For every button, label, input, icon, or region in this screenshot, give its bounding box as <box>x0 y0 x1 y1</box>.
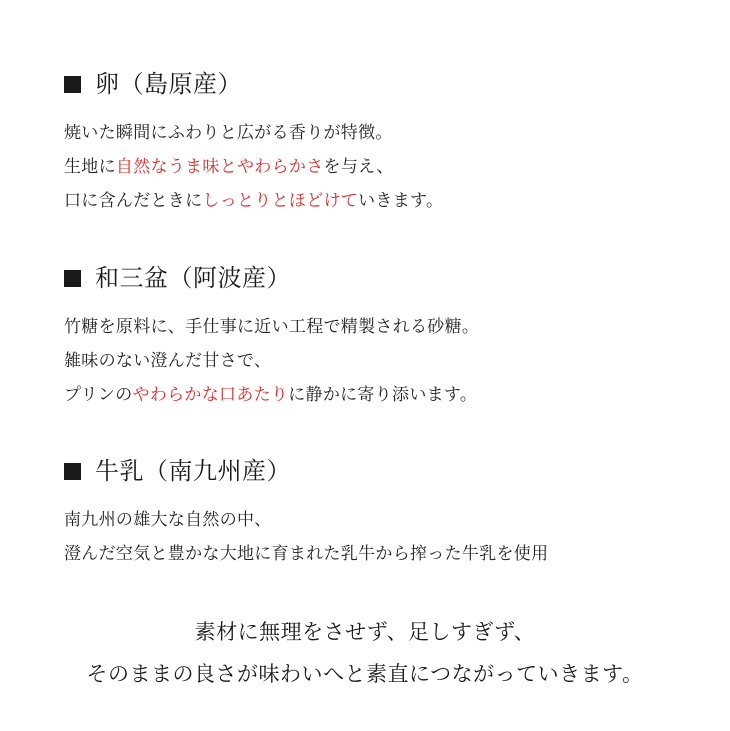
square-bullet-icon <box>64 463 81 480</box>
body-text: 生地に <box>64 157 116 177</box>
body-text: 雑味のない澄んだ甘さで、 <box>64 351 272 371</box>
section-heading <box>64 262 704 294</box>
body-text: を与え、 <box>323 157 394 177</box>
section-heading <box>64 455 704 487</box>
body-text: いきます。 <box>358 191 444 211</box>
body-line <box>64 190 704 224</box>
body-line <box>64 384 704 418</box>
closing-statement <box>0 617 730 701</box>
section-milk <box>64 455 704 577</box>
square-bullet-icon <box>64 270 81 287</box>
body-text: 焼いた瞬間にふわりと広がる香りが特徴。 <box>64 123 393 143</box>
body-line <box>64 509 704 543</box>
heading-text: 和三盆（阿波産） <box>95 264 291 292</box>
section-egg <box>64 68 704 224</box>
body-line <box>64 156 704 190</box>
highlight-text: やわらかな口あたり <box>132 385 289 405</box>
section-heading <box>64 68 704 100</box>
body-text: 澄んだ空気と豊かな大地に育まれた乳牛から搾った牛乳を使用 <box>64 544 549 564</box>
body-text: に静かに寄り添います。 <box>288 385 478 405</box>
body-text: 竹糖を原料に、手仕事に近い工程で精製される砂糖。 <box>64 317 480 337</box>
body-text: 口に含んだときに <box>64 191 203 211</box>
heading-text: 牛乳（南九州産） <box>95 457 291 485</box>
square-bullet-icon <box>64 76 81 93</box>
section-wasanbon <box>64 262 704 418</box>
body-line <box>64 316 704 350</box>
closing-line-1: 素材に無理をさせず、足しすぎず、 <box>194 620 536 644</box>
body-text: プリンの <box>64 385 133 405</box>
heading-text: 卵（島原産） <box>95 70 242 98</box>
highlight-text: 自然なうま味とやわらかさ <box>115 157 324 177</box>
body-line <box>64 122 704 156</box>
body-line <box>64 350 704 384</box>
highlight-text: しっとりとほどけて <box>202 191 359 211</box>
closing-line-2: そのままの良さが味わいへと素直につながっていきます。 <box>86 662 644 686</box>
body-line <box>64 543 704 577</box>
body-text: 南九州の雄大な自然の中、 <box>64 510 272 530</box>
